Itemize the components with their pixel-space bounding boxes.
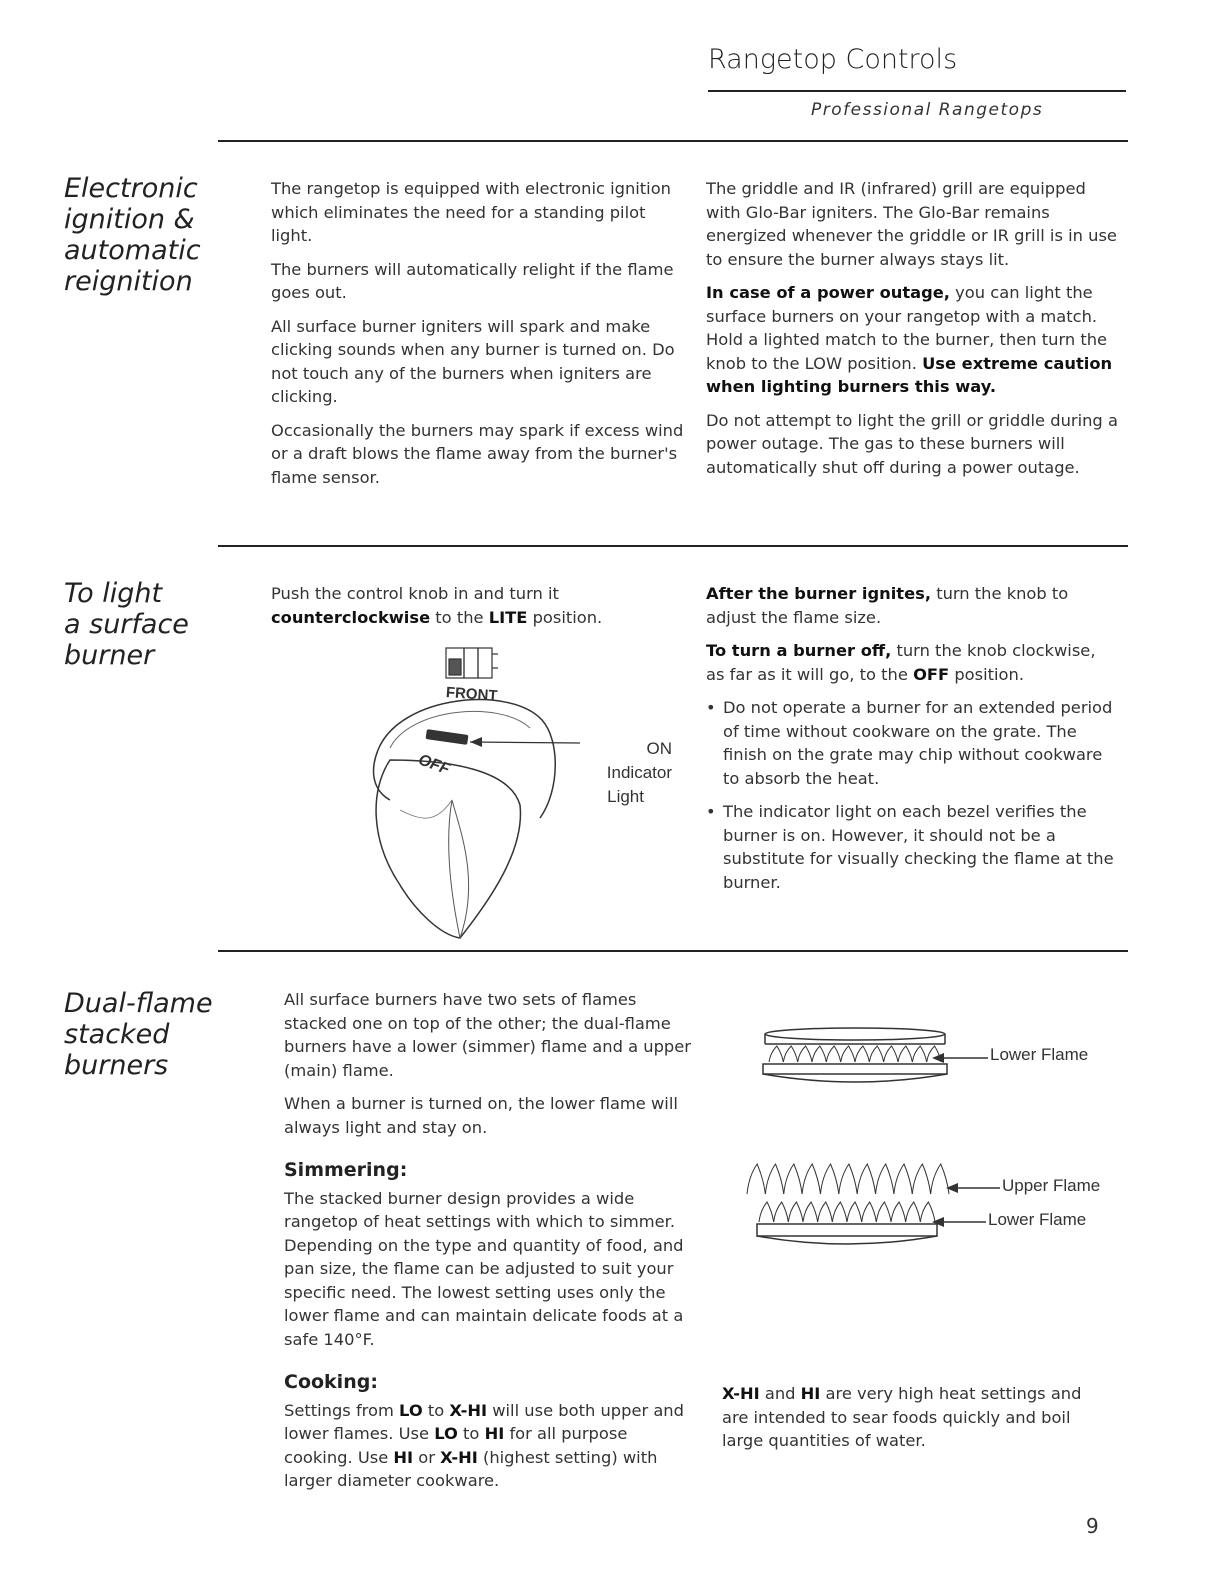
dual-left-column xyxy=(284,988,694,1503)
simmering-heading: Simmering: xyxy=(284,1159,408,1181)
title-line: a surface xyxy=(64,609,189,640)
text: turn the knob clockwise, as far as it will go, to the xyxy=(706,641,1096,684)
text: to the xyxy=(430,607,489,627)
paragraph: All surface burner igniters will spark and make clicking sounds when any burner is turned on. Do not touch any of the burners when igniters are clicking. xyxy=(271,316,675,406)
flame-petal xyxy=(788,1202,803,1222)
ignition-left-column xyxy=(271,177,689,499)
page-title: Rangetop Controls xyxy=(708,44,958,75)
burner-cap xyxy=(765,1028,945,1040)
flame-petal xyxy=(812,1046,826,1062)
page-subtitle: Professional Rangetops xyxy=(811,100,1044,120)
flame-petal xyxy=(839,1164,857,1194)
flame-petal xyxy=(747,1164,765,1194)
section-title-ignition xyxy=(64,173,201,297)
burner-lower-flame-diagram xyxy=(755,1020,955,1100)
bold-text: In case of a power outage, xyxy=(706,283,950,302)
paragraph xyxy=(271,582,691,629)
page-number: 9 xyxy=(1086,1514,1099,1538)
text: to xyxy=(457,1424,485,1443)
off-label: OFF xyxy=(415,751,452,779)
bold-text: HI xyxy=(800,1384,821,1403)
knob-ridge xyxy=(449,800,469,938)
arrow-icon xyxy=(946,1183,958,1193)
callout-arrow xyxy=(930,1052,992,1064)
arrow-icon xyxy=(932,1217,944,1227)
lower-flames xyxy=(769,1046,941,1062)
flame-petal xyxy=(862,1202,877,1222)
bold-text: X-HI xyxy=(722,1384,760,1403)
text: position. xyxy=(527,607,603,627)
paragraph: The stacked burner design provides a wide rangetop of heat settings with which to simmer. Depending on the type and quantity of food, and pan size, the flame can be adjusted to suit your specific need. The lowest setting uses only the lower flame and can maintain delicate foods at a safe 140°F. xyxy=(284,1188,684,1349)
bold-text: Use extreme caution when lighting burners this way. xyxy=(706,353,1113,396)
label-line: Light xyxy=(607,787,644,806)
flame-petal xyxy=(774,1202,789,1222)
callout-arrow xyxy=(944,1182,1004,1194)
paragraph: The rangetop is equipped with electronic ignition which eliminates the need for a standing pilot light. xyxy=(271,179,671,245)
list-item: • Do not operate a burner for an extended period of time without cookware on the grate. The finish on the grate may chip without cookware to absorb the heat. xyxy=(706,696,1116,790)
arrow-icon xyxy=(932,1053,944,1063)
title-line: burner xyxy=(64,640,155,671)
flame-petal xyxy=(826,1046,840,1062)
burner-bottom xyxy=(757,1236,937,1244)
section-divider xyxy=(218,545,1128,547)
flame-petal xyxy=(869,1046,883,1062)
title-line: stacked xyxy=(64,1019,170,1050)
flame-petal xyxy=(820,1164,838,1194)
front-label: FRONT xyxy=(445,684,499,705)
flame-petal xyxy=(832,1202,847,1222)
bold-text: LO xyxy=(399,1400,423,1420)
text: (highest setting) with larger diameter cookware. xyxy=(284,1447,658,1490)
flame-petal xyxy=(876,1164,894,1194)
paragraph: Do not attempt to light the grill or griddle during a power outage. The gas to these burners will automatically shut off during a power outage. xyxy=(706,410,1118,477)
section-divider xyxy=(218,140,1128,142)
section-divider xyxy=(218,950,1128,952)
flame-petal xyxy=(894,1164,912,1194)
text: will use both upper and lower flames. Use xyxy=(284,1400,684,1443)
flame-petal xyxy=(855,1046,869,1062)
on-indicator-label xyxy=(582,737,672,809)
paragraph xyxy=(706,281,1118,399)
light-right-column xyxy=(706,582,1116,904)
cooking-heading: Cooking: xyxy=(284,1371,378,1393)
burner-base xyxy=(757,1224,937,1236)
bullet-list xyxy=(706,696,1116,894)
upper-flames xyxy=(747,1164,949,1194)
text: are very high heat settings and are intended to sear foods quickly and boil large quantities of water. xyxy=(722,1384,1082,1450)
lower-flame-label: Lower Flame xyxy=(988,1210,1087,1229)
arrow-icon xyxy=(470,737,482,747)
bold-text: HI xyxy=(484,1424,505,1443)
flame-petal xyxy=(769,1046,783,1062)
flame-petal xyxy=(798,1046,812,1062)
bold-text: LITE xyxy=(488,607,528,627)
flame-petal xyxy=(876,1202,891,1222)
bold-text: OFF xyxy=(913,664,950,684)
lower-flames xyxy=(759,1202,935,1222)
bold-text: HI xyxy=(393,1447,414,1467)
paragraph xyxy=(706,582,1116,629)
paragraph: Occasionally the burners may spark if excess wind or a draft blows the flame away from the burner's flame sensor. xyxy=(271,420,684,487)
flame-petal xyxy=(884,1046,898,1062)
bezel-outline xyxy=(378,700,555,818)
bold-text: After the burner ignites, xyxy=(706,584,932,603)
paragraph xyxy=(284,1399,694,1493)
text: Push the control knob in and turn it xyxy=(271,584,559,603)
bold-text: X-HI xyxy=(440,1447,478,1467)
paragraph: When a burner is turned on, the lower flame will always light and stay on. xyxy=(284,1094,678,1137)
burner-dual-flame-diagram xyxy=(735,1160,960,1255)
light-left-text xyxy=(271,582,691,639)
flame-petal xyxy=(847,1202,862,1222)
flame-petal xyxy=(765,1164,783,1194)
text: position. xyxy=(949,664,1024,684)
section-title-light xyxy=(64,578,189,671)
front-indicator-icon xyxy=(446,648,498,678)
flame-petal xyxy=(891,1202,906,1222)
list-item: • The indicator light on each bezel verifies the burner is on. However, it should not be a substitute for visually checking the flame at the burner. xyxy=(706,800,1116,894)
dual-right-text xyxy=(722,1382,1112,1463)
text: for all purpose cooking. Use xyxy=(284,1424,628,1467)
header-rule xyxy=(708,90,1126,92)
flame-petal xyxy=(802,1164,820,1194)
text: turn the knob to adjust the flame size. xyxy=(706,584,1069,627)
title-line: To light xyxy=(64,578,163,609)
bold-text: To turn a burner off, xyxy=(706,641,892,660)
text: you can light the surface burners on your rangetop with a match. Hold a lighted match to the burner, then turn the knob to the LOW position. xyxy=(706,283,1108,373)
title-line: burners xyxy=(64,1050,169,1081)
paragraph: All surface burners have two sets of flames stacked one on top of the other; the dual-flame burners have a lower (simmer) flame and a upper (main) flame. xyxy=(284,990,691,1080)
flame-petal xyxy=(857,1164,875,1194)
text: and xyxy=(759,1384,801,1403)
paragraph xyxy=(706,639,1116,686)
title-line: reignition xyxy=(64,266,193,297)
bold-text: LO xyxy=(434,1424,458,1443)
flame-petal xyxy=(783,1046,797,1062)
paragraph: The burners will automatically relight if the flame goes out. xyxy=(271,259,674,302)
bold-text: X-HI xyxy=(449,1400,488,1420)
callout-line xyxy=(470,742,580,743)
flame-petal xyxy=(906,1202,921,1222)
knob-shading xyxy=(400,800,452,818)
title-line: Electronic xyxy=(64,173,198,204)
paragraph xyxy=(722,1382,1112,1453)
flame-petal xyxy=(898,1046,912,1062)
section-title-dual xyxy=(64,988,213,1081)
text: Settings from xyxy=(284,1400,400,1420)
text: to xyxy=(422,1400,450,1420)
paragraph: The griddle and IR (infrared) grill are equipped with Glo-Bar igniters. The Glo-Bar remains energized whenever the griddle or IR grill is in use to ensure the burner always stays lit. xyxy=(706,179,1117,269)
ignition-right-column xyxy=(706,177,1118,489)
lower-flame-label: Lower Flame xyxy=(990,1045,1089,1064)
title-line: automatic xyxy=(64,235,201,266)
upper-flame-label: Upper Flame xyxy=(1002,1176,1101,1195)
flame-petal xyxy=(912,1164,930,1194)
flame-petal xyxy=(818,1202,833,1222)
flame-petal xyxy=(912,1046,926,1062)
flame-petal xyxy=(803,1202,818,1222)
title-line: ignition & xyxy=(64,204,195,235)
flame-petal xyxy=(784,1164,802,1194)
callout-arrow xyxy=(930,1216,990,1228)
indicator-light-icon xyxy=(426,729,469,745)
text: or xyxy=(413,1447,441,1467)
label-line: ON Indicator xyxy=(606,739,672,782)
burner-base xyxy=(763,1064,947,1074)
flame-petal xyxy=(759,1202,774,1222)
burner-bottom xyxy=(763,1074,947,1082)
title-line: Dual-flame xyxy=(64,988,213,1019)
flame-petal xyxy=(841,1046,855,1062)
bold-text: counterclockwise xyxy=(271,607,431,627)
